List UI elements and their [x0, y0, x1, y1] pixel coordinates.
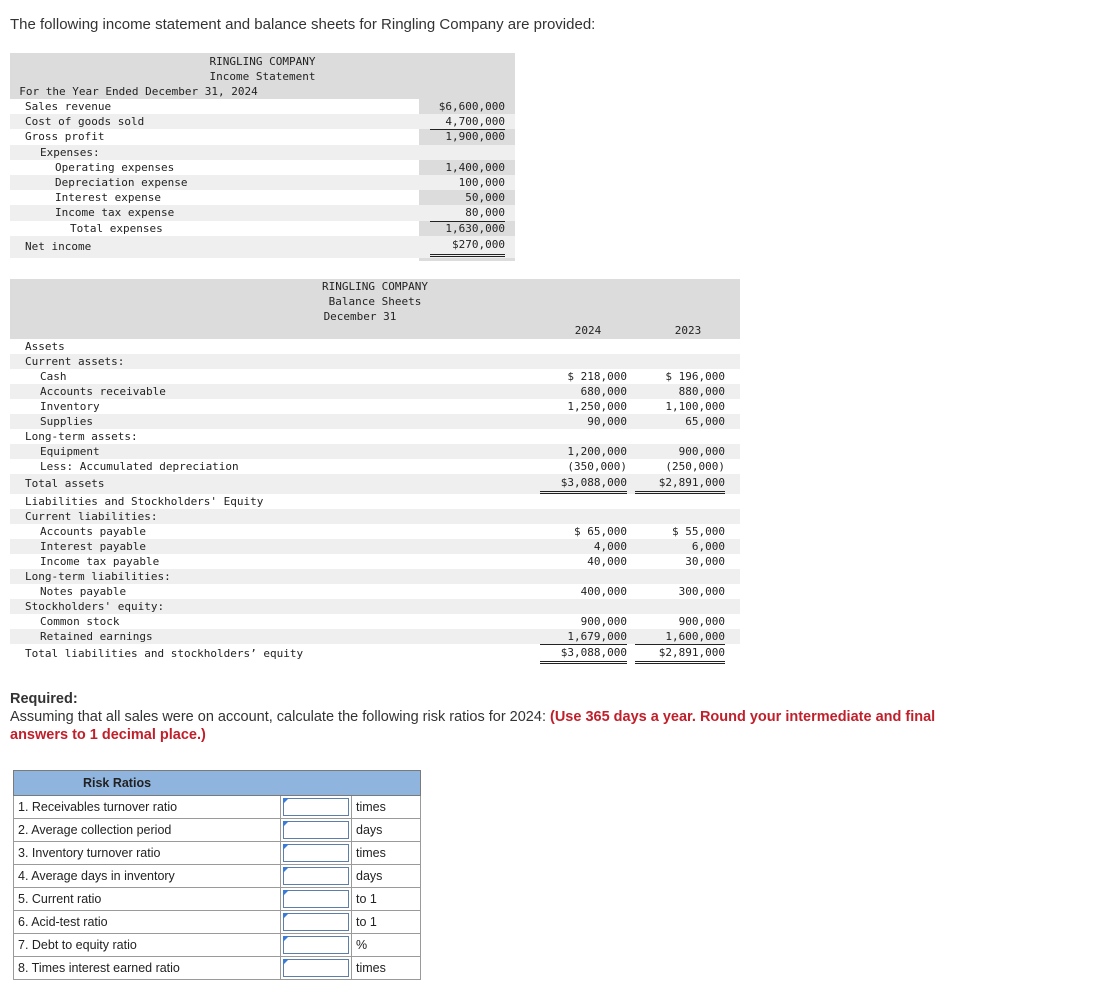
- triangle-icon: [283, 867, 289, 873]
- bs-row: Long-term assets:: [25, 430, 138, 443]
- is-row: Income tax expense 80,000: [10, 205, 515, 220]
- triangle-icon: [283, 913, 289, 919]
- ratio-input[interactable]: [281, 865, 352, 888]
- ratio-input[interactable]: [281, 819, 352, 842]
- bs-row: Current liabilities:: [10, 509, 740, 524]
- table-row: [14, 796, 421, 819]
- balance-sheet: [10, 279, 740, 664]
- triangle-icon: [283, 959, 289, 965]
- bs-row: Stockholders' equity:: [10, 599, 740, 614]
- balance-sheet-header: [10, 279, 740, 339]
- ratio-name: 6. Acid-test ratio: [14, 911, 281, 934]
- ratio-unit: %: [352, 934, 421, 957]
- ratio-name: 3. Inventory turnover ratio: [14, 842, 281, 865]
- ratio-input[interactable]: [281, 911, 352, 934]
- triangle-icon: [283, 821, 289, 827]
- ratio-unit: times: [352, 957, 421, 980]
- bs-row: Equipment 1,200,000 900,000: [10, 444, 740, 459]
- required-instruction: (Use 365 days a year. Round your intermediate and final answers to 1 decimal place.): [10, 709, 936, 743]
- ratio-unit: times: [352, 842, 421, 865]
- bs-row: Assets: [25, 340, 65, 353]
- is-row: Operating expenses 1,400,000: [55, 160, 505, 174]
- bs-row: Accounts payable $ 65,000 $ 55,000: [40, 525, 725, 538]
- ratio-input[interactable]: [281, 934, 352, 957]
- ratio-name: 8. Times interest earned ratio: [14, 957, 281, 980]
- ratio-input[interactable]: [281, 796, 352, 819]
- ratio-input[interactable]: [281, 888, 352, 911]
- required-text: Assuming that all sales were on account, calculate the following risk ratios for 2024:: [10, 709, 550, 725]
- is-row: Net income $270,000: [10, 236, 515, 258]
- is-row: Interest expense 50,000: [55, 191, 505, 205]
- ratio-unit: days: [352, 819, 421, 842]
- is-company: RINGLING COMPANY: [209, 55, 316, 68]
- triangle-icon: [283, 798, 289, 804]
- ratio-name: 4. Average days in inventory: [14, 865, 281, 888]
- triangle-icon: [283, 890, 289, 896]
- triangle-icon: [283, 844, 289, 850]
- is-title: Income Statement: [209, 70, 316, 83]
- income-statement: [10, 53, 515, 258]
- bs-row: Long-term liabilities:: [10, 569, 740, 584]
- ratio-name: 1. Receivables turnover ratio: [14, 796, 281, 819]
- ratio-unit: days: [352, 865, 421, 888]
- intro-text: The following income statement and balance sheets for Ringling Company are provided:: [10, 16, 596, 33]
- table-row: [14, 911, 421, 934]
- table-row: [14, 865, 421, 888]
- ratio-unit: to 1: [352, 911, 421, 934]
- table-row: [14, 888, 421, 911]
- table-row: [14, 842, 421, 865]
- ratio-input[interactable]: [281, 842, 352, 865]
- risk-ratios-header: Risk Ratios: [14, 771, 421, 796]
- bs-row: Interest payable 4,000 6,000: [10, 539, 740, 554]
- is-row: Cost of goods sold 4,700,000: [10, 114, 515, 129]
- bs-company: RINGLING COMPANY: [322, 280, 428, 293]
- bs-row: Retained earnings 1,679,000 1,600,000: [10, 629, 740, 644]
- is-row: Expenses:: [10, 145, 515, 160]
- bs-row: Supplies 90,000 65,000: [10, 414, 740, 429]
- bs-row: Common stock 900,000 900,000: [40, 615, 725, 628]
- required-heading: Required:: [10, 691, 78, 707]
- ratio-name: 2. Average collection period: [14, 819, 281, 842]
- bs-row: Income tax payable 40,000 30,000: [40, 555, 725, 568]
- bs-row: Total liabilities and stockholders’ equity $3,088,000 $2,891,000: [10, 644, 740, 664]
- is-row: Depreciation expense 100,000: [10, 175, 515, 190]
- bs-date: December 31: [323, 310, 397, 323]
- is-period: For the Year Ended December 31, 2024: [19, 85, 258, 98]
- table-row: [14, 819, 421, 842]
- is-row: Gross profit 1,900,000: [25, 130, 505, 144]
- income-statement-header: [10, 53, 515, 99]
- required-section: [10, 690, 970, 744]
- ratio-name: 7. Debt to equity ratio: [14, 934, 281, 957]
- bs-row: Total assets $3,088,000 $2,891,000: [10, 474, 740, 494]
- bs-row: Cash $ 218,000 $ 196,000: [40, 370, 725, 383]
- ratio-unit: to 1: [352, 888, 421, 911]
- bs-col-2024: 2024: [574, 324, 602, 337]
- ratio-unit: times: [352, 796, 421, 819]
- is-row: Total expenses 1,630,000: [10, 221, 515, 236]
- bs-col-2023: 2023: [674, 324, 702, 337]
- ratio-input[interactable]: [281, 957, 352, 980]
- bs-row: Accounts receivable 680,000 880,000: [10, 384, 740, 399]
- bs-row: Less: Accumulated depreciation (350,000) (250,000): [40, 460, 725, 473]
- bs-row: Current assets:: [10, 354, 740, 369]
- bs-row: Liabilities and Stockholders' Equity: [25, 495, 264, 508]
- ratio-name: 5. Current ratio: [14, 888, 281, 911]
- bs-row: Inventory 1,250,000 1,100,000: [40, 400, 725, 413]
- bs-row: Notes payable 400,000 300,000: [40, 585, 725, 598]
- is-row: Sales revenue $6,600,000: [25, 100, 505, 113]
- table-row: [14, 934, 421, 957]
- triangle-icon: [283, 936, 289, 942]
- bs-title: Balance Sheets: [328, 295, 422, 308]
- risk-ratios-table: [13, 770, 421, 980]
- table-row: [14, 957, 421, 980]
